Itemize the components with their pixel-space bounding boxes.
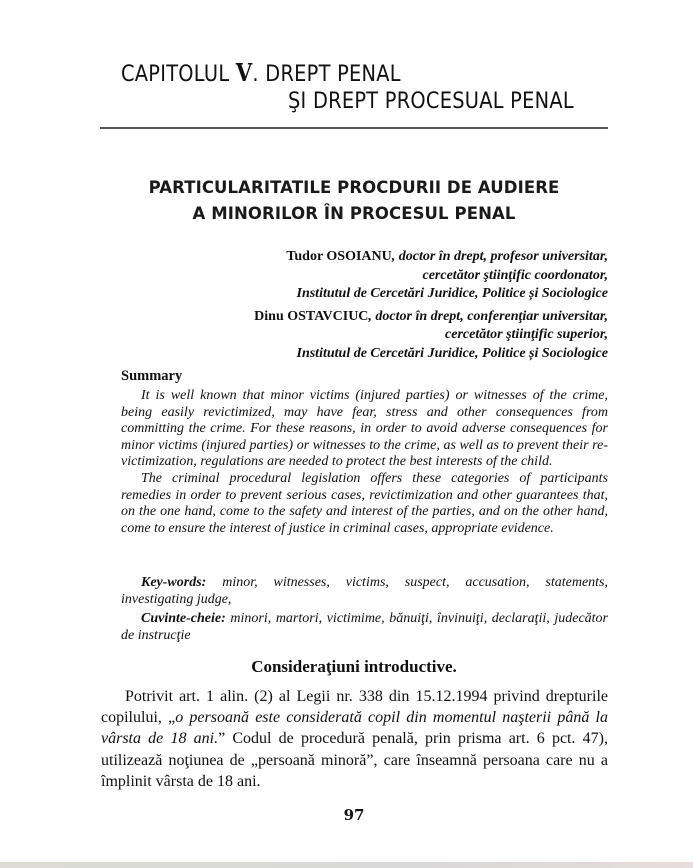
body-text-part: ” Codul de procedură penală, prin prisma art. 6 pct. 47), utilizează noţiunea de „persoană minoră”, care înseamnă persoana care nu a împlinit vârsta de 18 ani. — [101, 730, 608, 790]
author-position: cercetător ştiinţific coordonator, — [422, 267, 608, 283]
author-1 — [254, 248, 608, 304]
chapter-title-part1: . DREPT PENAL — [252, 62, 401, 87]
author-name: Dinu OSTAVCIUC — [254, 308, 369, 324]
keywords-ro-label: Cuvinte-cheie: — [141, 611, 226, 626]
author-degree: , doctor în drept, conferenţiar universitar, — [368, 308, 608, 324]
author-name: Tudor OSOIANU — [286, 249, 392, 264]
article-title-line2: A MINORILOR ÎN PROCESUL PENAL — [192, 204, 516, 223]
chapter-heading-line2: ŞI DREPT PROCESUAL PENAL — [288, 89, 574, 114]
section-heading: Consideraţiuni introductive. — [251, 657, 457, 676]
keywords-ro-text: minori, martori, victimime, bănuiţi, învinuiţi, declaraţii, judecător de instrucţie — [121, 611, 608, 643]
keywords-en — [121, 574, 608, 608]
authors-block — [254, 248, 608, 368]
body-text — [101, 686, 608, 792]
body-paragraph — [101, 686, 608, 792]
chapter-heading-line1 — [121, 58, 401, 87]
viewer-bottom-edge — [0, 862, 693, 868]
page-number: 97 — [343, 806, 365, 824]
keywords-en-text: minor, witnesses, victims, suspect, accusation, statements, investigating judge, — [121, 575, 608, 607]
article-title-line1: PARTICULARITATILE PROCDURII DE AUDIERE — [148, 178, 560, 197]
chapter-numeral: V — [235, 58, 253, 87]
summary-paragraph: It is well known that minor victims (injured parties) or witnesses of the crime, being easily revictimized, may have fear, stress and other consequences from committing the crime. For these reasons, in order to avoid adverse consequences for minor victims (injured parties) or witnesses to the crime, as well as to prevent their re-victimization, regulations are needed to protect the best interests of the child. — [121, 388, 608, 470]
author-position: cercetător ştiinţific superior, — [445, 327, 608, 343]
keywords-en-label: Key-words: — [141, 575, 207, 590]
author-institution: Institutul de Cercetări Juridice, Politice și Sociologice — [296, 286, 608, 302]
keywords-ro — [121, 610, 608, 644]
chapter-prefix: CAPITOLUL — [121, 62, 236, 87]
author-2 — [254, 308, 608, 364]
body-text-part: Potrivit art. 1 alin. (2) al Legii nr. 338 din 15.12.1994 privind drepturile copilului, „ — [101, 688, 608, 727]
header-rule — [100, 127, 608, 129]
author-institution: Institutul de Cercetări Juridice, Politice și Sociologice — [296, 345, 608, 361]
summary-heading: Summary — [121, 368, 183, 384]
author-degree: , doctor în drept, profesor universitar, — [391, 249, 608, 264]
body-quote: o persoană este considerată copil din momentul naşterii până la vârsta de 18 ani. — [101, 709, 608, 748]
summary-body — [121, 388, 608, 537]
summary-paragraph: The criminal procedural legislation offers these categories of participants remedies in order to prevent serious cases, revictimization and other guarantees that, on the one hand, come to the safety and interest of the parties, and on the other hand, come to ensure the interest of justice in criminal cases, appropriate evidence. — [121, 470, 608, 536]
